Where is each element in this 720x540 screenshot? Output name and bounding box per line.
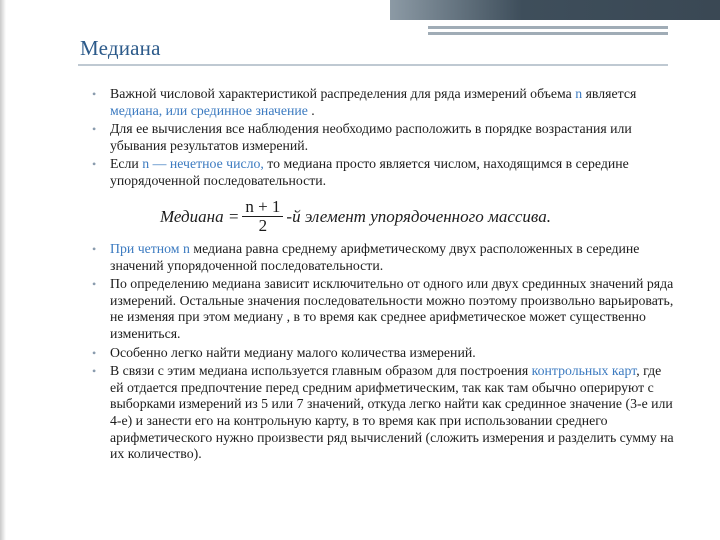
bullet-list-bottom: [92, 241, 677, 465]
bullet-item: • По определению медиана зависит исключительно от одного или двух срединных значений ряда измерений. Остальные значения последовательности можно поэтому произвольно варьировать, не изменяя при этом медиану , в то время как среднее арифметическое может существенно измениться.: [92, 276, 674, 341]
bullet-icon: •: [92, 87, 97, 101]
bullet-item: • Если n — нечетное число, то медиана просто является числом, находящимся в середине упорядоченной последовательности.: [92, 156, 629, 188]
bullet-item: • Особенно легко найти медиану малого количества измерений.: [92, 344, 476, 360]
bullet-item: • При четном n медиана равна среднему арифметическому двух расположенных в середине значений упорядоченной последовательности.: [92, 241, 640, 273]
slide-left-shadow: [0, 0, 6, 540]
formula-denominator: 2: [258, 216, 268, 235]
bullet-icon: •: [92, 345, 97, 360]
bullet-icon: •: [92, 277, 97, 292]
bullet-icon: •: [92, 242, 97, 256]
slide-top-lines: [428, 26, 668, 38]
median-formula: [160, 198, 551, 235]
bullet-item: • Для ее вычисления все наблюдения необходимо расположить в порядке возрастания или убывания результатов измерений.: [92, 121, 632, 153]
formula-fraction: [242, 198, 283, 235]
title-divider: [78, 64, 668, 66]
bullet-list-top: [92, 86, 677, 192]
bullet-item: • Важной числовой характеристикой распределения для ряда измерений объема n является медиана, или срединное значение .: [92, 86, 637, 118]
bullet-icon: •: [92, 364, 97, 379]
bullet-item: • В связи с этим медиана используется главным образом для построения контрольных карт, где ей отдается предпочтение перед средним арифметическим, так как там обычно оперируют с выборками измерений из 5 или 7 значений, откуда легко найти как срединное значение (3-е или 4-е) и занести его на контрольную карту, в то время как при использовании среднего арифметического нужно произвести ряд вычислений (сложить измерения и разделить сумму на их количество).: [92, 363, 674, 462]
bullet-icon: •: [92, 157, 97, 172]
formula-numerator: n + 1: [242, 198, 283, 217]
formula-right: -й элемент упорядоченного массива.: [286, 206, 551, 226]
slide-title: Медиана: [80, 36, 161, 60]
formula-left: Медиана =: [160, 206, 240, 226]
bullet-icon: •: [92, 122, 97, 137]
slide-top-bar: [390, 0, 720, 20]
